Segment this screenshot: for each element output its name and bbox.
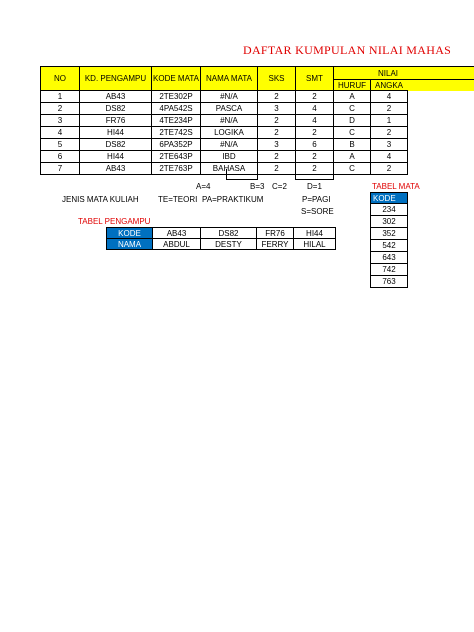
cell-kd: HI44 (79, 126, 152, 139)
cell-nama: #N/A (200, 138, 258, 151)
legend-pa: PA=PRAKTIKUM (202, 195, 264, 204)
cell-kode: 2TE763P (151, 162, 201, 175)
pengampu-nama: FERRY (256, 238, 294, 250)
cell-sks: 2 (257, 126, 296, 139)
cell-angka: 2 (370, 102, 408, 115)
header-kode-mata: KODE MATA (151, 66, 201, 91)
cell-angka: 4 (370, 150, 408, 163)
mata-kode: 234 (370, 203, 408, 216)
header-huruf: HURUF (333, 79, 371, 91)
legend-te: TE=TEORI (158, 195, 198, 204)
pengampu-kode-label: KODE (106, 227, 153, 239)
cell-sks: 2 (257, 114, 296, 127)
legend-jenis: JENIS MATA KULIAH (62, 195, 139, 204)
cell-angka: 2 (370, 126, 408, 139)
cell-smt: 2 (295, 162, 334, 175)
mata-kode: 742 (370, 263, 408, 276)
mata-kode: 643 (370, 251, 408, 264)
pengampu-nama: ABDUL (152, 238, 201, 250)
header-kd-pengampu: KD. PENGAMPU (79, 66, 152, 91)
legend-pagi: P=PAGI (302, 195, 331, 204)
mata-kode: 352 (370, 227, 408, 240)
pengampu-kode: AB43 (152, 227, 201, 239)
cell-no: 2 (40, 102, 80, 115)
cell-smt: 4 (295, 102, 334, 115)
cell-kode: 2TE302P (151, 90, 201, 103)
cell-sks: 3 (257, 102, 296, 115)
header-filler (407, 79, 474, 91)
pengampu-kode: HI44 (293, 227, 336, 239)
cell-huruf: C (333, 162, 371, 175)
cell-sks: 2 (257, 150, 296, 163)
cell-huruf: C (333, 126, 371, 139)
header-angka: ANGKA (370, 79, 408, 91)
cell-angka: 3 (370, 138, 408, 151)
cell-no: 5 (40, 138, 80, 151)
page-title: DAFTAR KUMPULAN NILAI MAHAS (243, 43, 452, 57)
cell-no: 6 (40, 150, 80, 163)
cell-huruf: A (333, 90, 371, 103)
legend-d: D=1 (307, 182, 322, 191)
cell-nama: PASCA (200, 102, 258, 115)
header-nama-mata: NAMA MATA (200, 66, 258, 91)
header-smt: SMT (295, 66, 334, 91)
mata-kode: 542 (370, 239, 408, 252)
cell-nama: BAHASA (200, 162, 258, 175)
cell-angka: 1 (370, 114, 408, 127)
cell-smt: 4 (295, 114, 334, 127)
cell-kd: AB43 (79, 162, 152, 175)
header-nilai: NILAI (333, 66, 474, 80)
legend-c: C=2 (272, 182, 287, 191)
cell-smt: 6 (295, 138, 334, 151)
cell-kode: 4TE234P (151, 114, 201, 127)
cell-kd: DS82 (79, 138, 152, 151)
pengampu-nama-label: NAMA (106, 238, 153, 250)
empty-box (295, 169, 334, 180)
mata-kode-label: KODE (370, 192, 408, 204)
legend-sore: S=SORE (301, 207, 334, 216)
cell-sks: 2 (257, 90, 296, 103)
cell-sks: 3 (257, 138, 296, 151)
cell-nama: IBD (200, 150, 258, 163)
cell-huruf: B (333, 138, 371, 151)
cell-kd: DS82 (79, 102, 152, 115)
cell-nama: LOGIKA (200, 126, 258, 139)
cell-kd: FR76 (79, 114, 152, 127)
pengampu-kode: FR76 (256, 227, 294, 239)
cell-kd: HI44 (79, 150, 152, 163)
pengampu-nama: DESTY (200, 238, 257, 250)
cell-kode: 4PA542S (151, 102, 201, 115)
cell-huruf: A (333, 150, 371, 163)
cell-kd: AB43 (79, 90, 152, 103)
pengampu-nama: HILAL (293, 238, 336, 250)
cell-no: 3 (40, 114, 80, 127)
legend-b: B=3 (250, 182, 265, 191)
cell-no: 7 (40, 162, 80, 175)
cell-nama: #N/A (200, 90, 258, 103)
cell-kode: 6PA352P (151, 138, 201, 151)
legend-a: A=4 (196, 182, 211, 191)
cell-angka: 2 (370, 162, 408, 175)
cell-no: 1 (40, 90, 80, 103)
cell-angka: 4 (370, 90, 408, 103)
mata-table-title: TABEL MATA (372, 182, 420, 191)
cell-sks: 2 (257, 162, 296, 175)
cell-no: 4 (40, 126, 80, 139)
header-sks: SKS (257, 66, 296, 91)
header-no: NO (40, 66, 80, 91)
cell-huruf: C (333, 102, 371, 115)
cell-smt: 2 (295, 126, 334, 139)
mata-kode: 763 (370, 275, 408, 288)
empty-box (226, 169, 258, 180)
pengampu-kode: DS82 (200, 227, 257, 239)
cell-huruf: D (333, 114, 371, 127)
cell-smt: 2 (295, 150, 334, 163)
pengampu-table-title: TABEL PENGAMPU (78, 217, 151, 226)
cell-kode: 2TE643P (151, 150, 201, 163)
cell-kode: 2TE742S (151, 126, 201, 139)
cell-nama: #N/A (200, 114, 258, 127)
mata-kode: 302 (370, 215, 408, 228)
cell-smt: 2 (295, 90, 334, 103)
